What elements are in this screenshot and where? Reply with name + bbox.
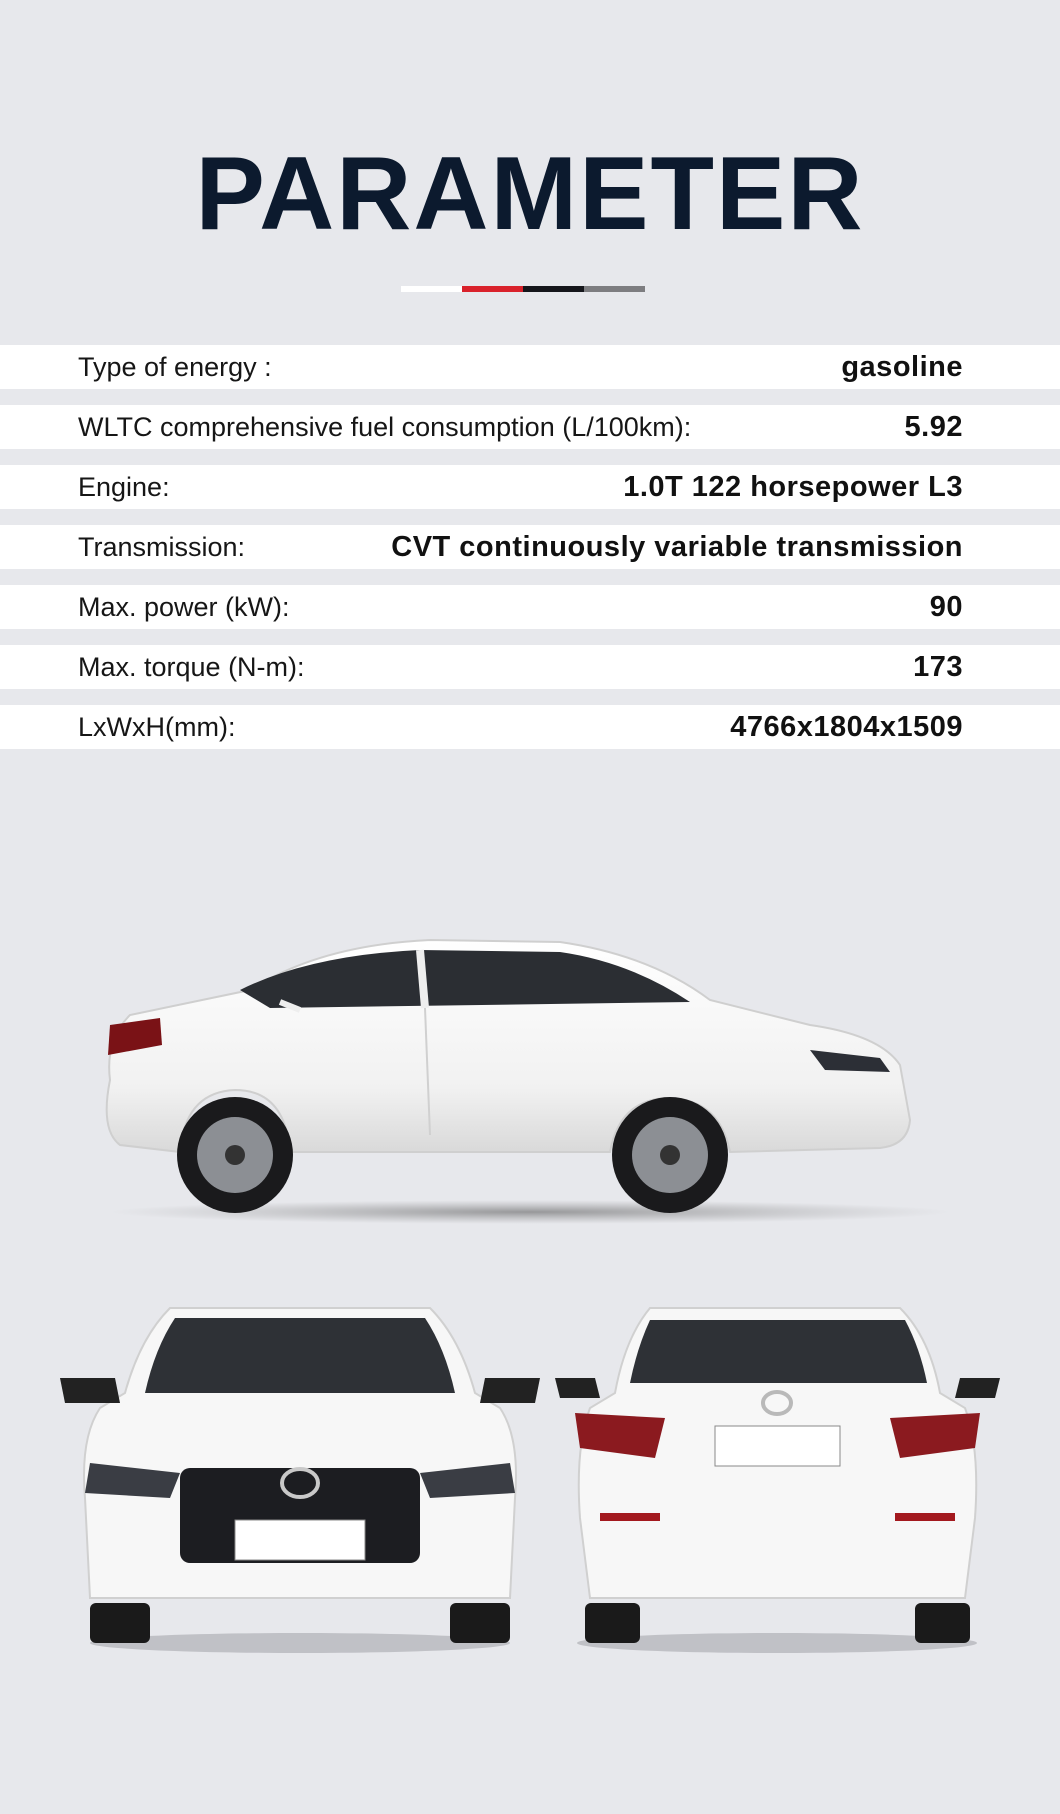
spec-row-max-torque (0, 645, 1060, 689)
spec-label: Engine: (78, 471, 170, 502)
spec-value: 5.92 (904, 410, 963, 443)
car-rear-image (555, 1298, 1000, 1658)
spec-row-transmission (0, 525, 1060, 569)
spec-row-max-power (0, 585, 1060, 629)
spec-row-fuel-consumption (0, 405, 1060, 449)
spec-label: Max. torque (N-m): (78, 651, 305, 682)
spec-value: 4766x1804x1509 (730, 710, 963, 743)
spec-row-energy (0, 345, 1060, 389)
spec-row-engine (0, 465, 1060, 509)
spec-label: Transmission: (78, 531, 246, 562)
spec-label: Type of energy : (78, 351, 272, 382)
title-underline (401, 286, 645, 292)
underline-red-segment (462, 286, 523, 292)
spec-label: Max. power (kW): (78, 591, 290, 622)
spec-table (0, 345, 1060, 765)
page-title: PARAMETER (195, 136, 865, 252)
car-front-image (60, 1298, 540, 1658)
spec-label: LxWxH(mm): (78, 711, 236, 742)
spec-value: 90 (929, 590, 963, 623)
underline-gray-segment (584, 286, 645, 292)
underline-white-segment (401, 286, 462, 292)
car-side-image (90, 930, 970, 1230)
spec-value: gasoline (841, 350, 963, 383)
spec-value: 1.0T 122 horsepower L3 (623, 470, 963, 503)
spec-label: WLTC comprehensive fuel consumption (L/100km): (78, 411, 692, 442)
spec-value: 173 (913, 650, 963, 683)
spec-row-dimensions (0, 705, 1060, 749)
spec-value: CVT continuously variable transmission (391, 530, 963, 563)
underline-black-segment (523, 286, 584, 292)
